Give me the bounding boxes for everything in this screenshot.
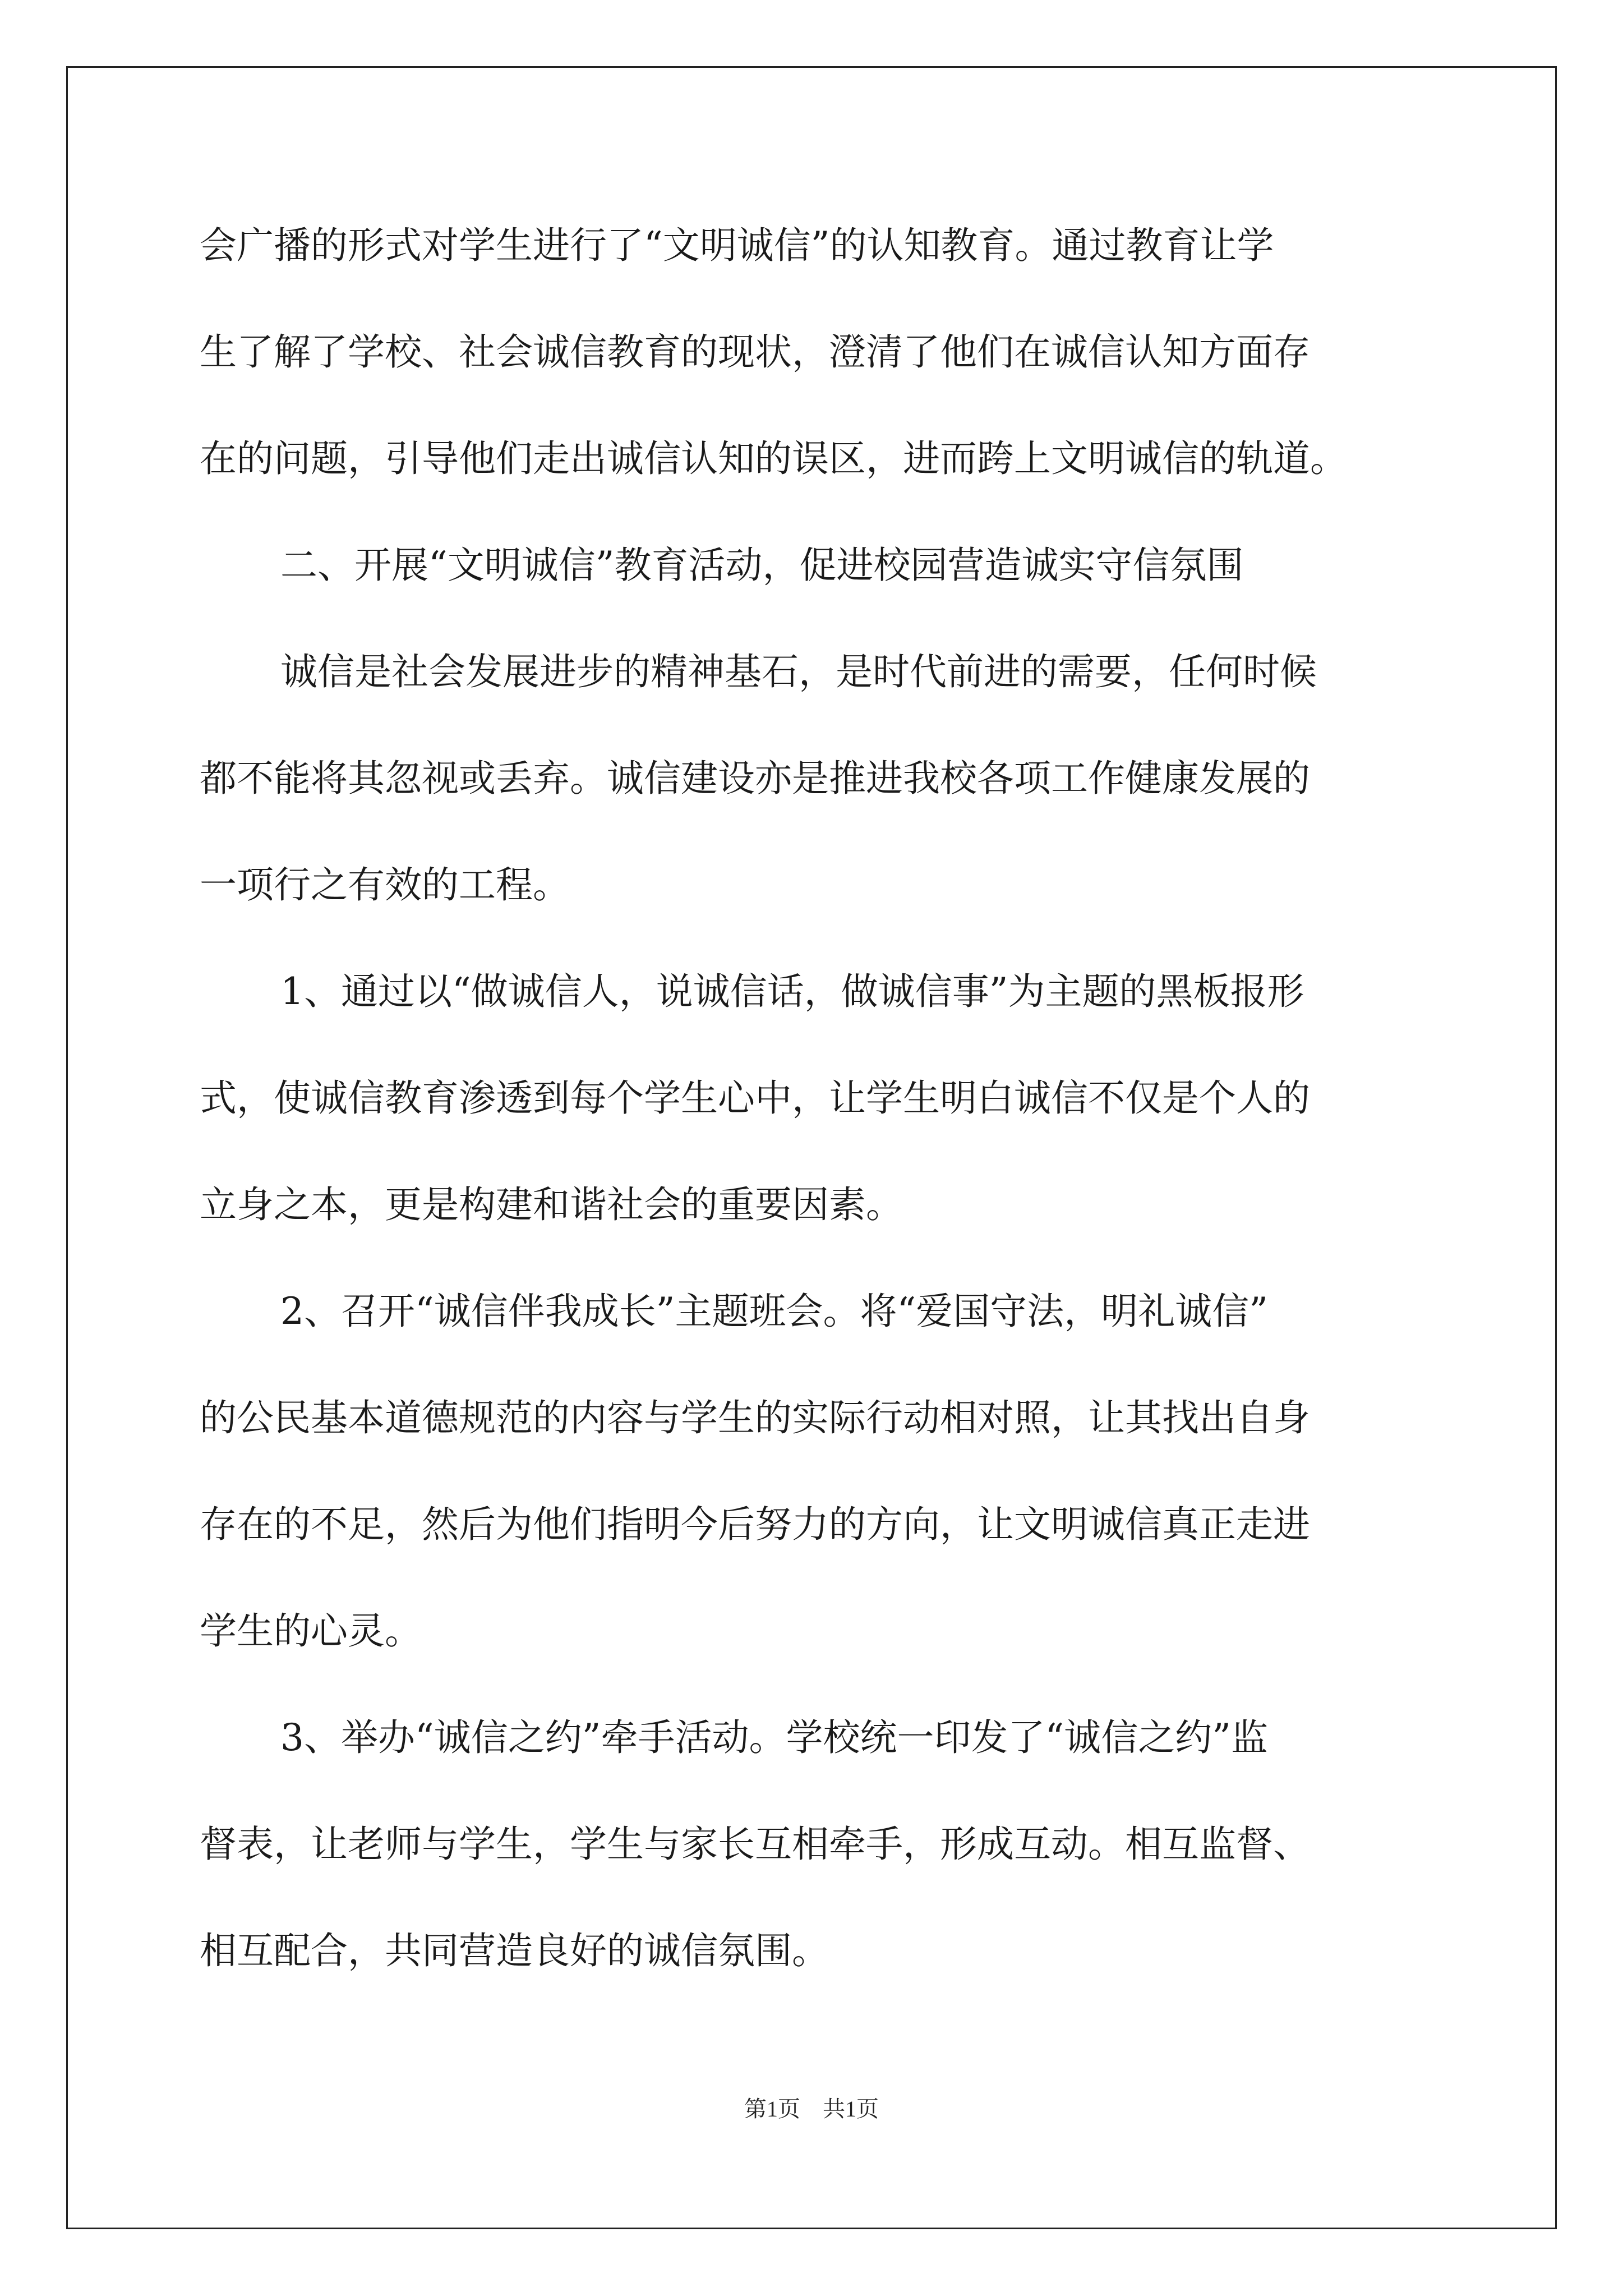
text-line: 式，使诚信教育渗透到每个学生心中，让学生明白诚信不仅是个人的 bbox=[200, 1076, 1310, 1120]
section-heading: 二、开展“文明诚信”教育活动，促进校园营造诚实守信氛围 bbox=[280, 544, 1244, 587]
page-number: 第1页 bbox=[744, 2096, 800, 2122]
text-line: 督表，让老师与学生，学生与家长互相牵手，形成互动。相互监督、 bbox=[200, 1823, 1310, 1866]
text-line: 存在的不足，然后为他们指明今后努力的方向，让文明诚信真正走进 bbox=[200, 1503, 1310, 1546]
text-line: 立身之本，更是构建和谐社会的重要因素。 bbox=[200, 1183, 903, 1226]
list-item-line: 2、召开“诚信伴我成长”主题班会。将“爱国守法，明礼诚信” bbox=[280, 1290, 1268, 1333]
list-item-line: 1、通过以“做诚信人，说诚信话，做诚信事”为主题的黑板报形 bbox=[280, 970, 1304, 1013]
text-line: 一项行之有效的工程。 bbox=[200, 863, 570, 907]
text-line: 相互配合，共同营造良好的诚信氛围。 bbox=[200, 1929, 829, 1972]
text-line: 在的问题，引导他们走出诚信认知的误区，进而跨上文明诚信的轨道。 bbox=[200, 437, 1347, 480]
text-line: 的公民基本道德规范的内容与学生的实际行动相对照，让其找出自身 bbox=[200, 1396, 1310, 1439]
document-body bbox=[200, 219, 1433, 2031]
page-footer bbox=[0, 2095, 1623, 2123]
text-line: 生了解了学校、社会诚信教育的现状，澄清了他们在诚信认知方面存 bbox=[200, 330, 1310, 374]
list-item-line: 3、举办“诚信之约”牵手活动。学校统一印发了“诚信之约”监 bbox=[280, 1716, 1268, 1759]
text-line: 学生的心灵。 bbox=[200, 1609, 422, 1653]
text-line: 诚信是社会发展进步的精神基石，是时代前进的需要，任何时候 bbox=[280, 650, 1317, 693]
text-line: 都不能将其忽视或丢弃。诚信建设亦是推进我校各项工作健康发展的 bbox=[200, 757, 1310, 800]
text-line: 会广播的形式对学生进行了“文明诚信”的认知教育。通过教育让学 bbox=[200, 224, 1274, 267]
page-count: 共1页 bbox=[823, 2096, 879, 2122]
